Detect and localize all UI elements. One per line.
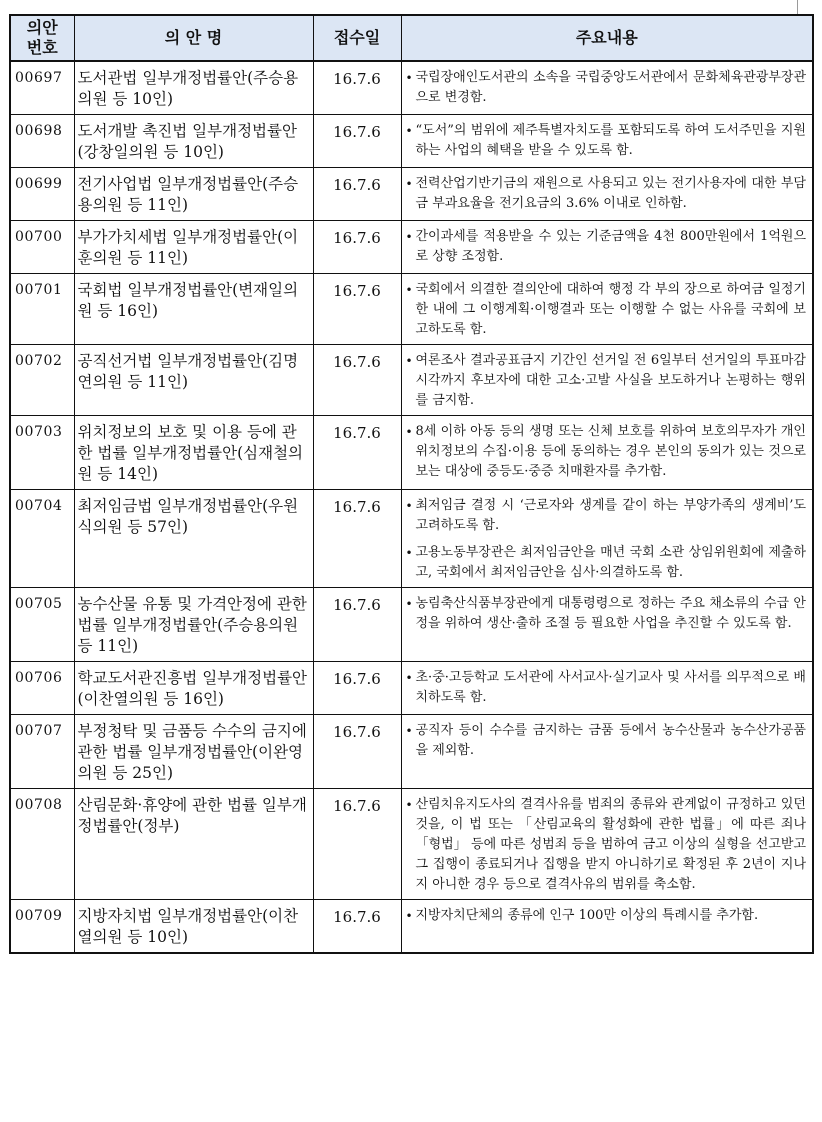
- content-text: 국회에서 의결한 결의안에 대하여 행정 각 부의 장으로 하여금 일정기한 내에 그 이행계획·이행결과 또는 이행할 수 없는 사유를 국회에 보고하도록 함.: [415, 282, 806, 337]
- main-content: [401, 345, 813, 416]
- main-content: [401, 168, 813, 221]
- bill-title: 공직선거법 일부개정법률안(김명연의원 등 11인): [74, 345, 313, 416]
- main-content: [401, 662, 813, 715]
- bill-number: 00697: [10, 61, 74, 115]
- bullet-mark: •: [405, 425, 413, 439]
- header-main-content: 주요내용: [401, 15, 813, 61]
- content-text: 최저임금 결정 시 ‘근로자와 생계를 같이 하는 부양가족의 생계비’도 고려하도록 함.: [415, 498, 806, 533]
- content-text: 산림치유지도사의 결격사유를 범죄의 종류와 관계없이 규정하고 있던 것을, 이 법 또는 「산림교육의 활성화에 관한 법률」에 따른 죄나 「형법」 등에 따른 성범죄 등을 범하여 금고 이상의 실형을 선고받고 그 집행이 종료되거나 집행을 받지 아니하기로 확정된 후 2년이 지나지 아니한 경우 등으로 결격사유의 범위를 축소함.: [415, 797, 806, 892]
- main-content: [401, 115, 813, 168]
- content-bullet: [406, 121, 807, 161]
- bullet-mark: •: [405, 71, 413, 85]
- content-bullet: [406, 280, 807, 340]
- bullet-mark: •: [405, 124, 413, 138]
- bill-title: 지방자치법 일부개정법률안(이찬열의원 등 10인): [74, 900, 313, 954]
- bullet-mark: •: [405, 499, 413, 513]
- content-bullet: [406, 496, 807, 536]
- received-date: 16.7.6: [313, 115, 401, 168]
- table-row: [10, 715, 813, 789]
- table-row: [10, 168, 813, 221]
- content-bullet: [406, 668, 807, 708]
- received-date: 16.7.6: [313, 789, 401, 900]
- bullet-mark: •: [405, 597, 413, 611]
- bullet-mark: •: [405, 724, 413, 738]
- table-body: [10, 61, 813, 953]
- bill-title: 도서개발 촉진법 일부개정법률안(강창일의원 등 10인): [74, 115, 313, 168]
- received-date: 16.7.6: [313, 416, 401, 490]
- received-date: 16.7.6: [313, 345, 401, 416]
- bill-title: 산림문화·휴양에 관한 법률 일부개정법률안(정부): [74, 789, 313, 900]
- bullet-mark: •: [405, 283, 413, 297]
- bullet-mark: •: [405, 177, 413, 191]
- content-text: 간이과세를 적용받을 수 있는 기준금액을 4천 800만원에서 1억원으로 상향 조정함.: [415, 229, 806, 264]
- bill-number: 00704: [10, 490, 74, 588]
- content-text: 8세 이하 아동 등의 생명 또는 신체 보호를 위하여 보호의무자가 개인위치정보의 수집·이용 등에 동의하는 경우 본인의 동의가 있는 것으로 보는 대상에 중등도·중증 치매환자를 추가함.: [415, 424, 806, 479]
- content-bullet: [406, 174, 807, 214]
- table-row: [10, 61, 813, 115]
- bill-title: 국회법 일부개정법률안(변재일의원 등 16인): [74, 274, 313, 345]
- content-bullet: [406, 594, 807, 634]
- header-bill-number-line1: 의안: [26, 18, 58, 37]
- received-date: 16.7.6: [313, 490, 401, 588]
- received-date: 16.7.6: [313, 274, 401, 345]
- main-content: [401, 715, 813, 789]
- bill-title: 농수산물 유통 및 가격안정에 관한 법률 일부개정법률안(주승용의원 등 11인): [74, 588, 313, 662]
- content-bullet: [406, 351, 807, 411]
- received-date: 16.7.6: [313, 900, 401, 954]
- table-row: [10, 345, 813, 416]
- main-content: [401, 274, 813, 345]
- main-content: [401, 900, 813, 954]
- page-edge-line: [797, 0, 798, 14]
- bill-number: 00701: [10, 274, 74, 345]
- bullet-mark: •: [405, 354, 413, 368]
- bullet-mark: •: [405, 546, 413, 560]
- bullet-mark: •: [405, 909, 413, 923]
- table-row: [10, 662, 813, 715]
- main-content: [401, 61, 813, 115]
- table-row: [10, 789, 813, 900]
- table-row: [10, 221, 813, 274]
- bill-title: 학교도서관진흥법 일부개정법률안(이찬열의원 등 16인): [74, 662, 313, 715]
- bill-number: 00700: [10, 221, 74, 274]
- content-bullet: [406, 68, 807, 108]
- received-date: 16.7.6: [313, 221, 401, 274]
- bullet-mark: •: [405, 230, 413, 244]
- main-content: [401, 490, 813, 588]
- bill-number: 00698: [10, 115, 74, 168]
- content-text: 전력산업기반기금의 재원으로 사용되고 있는 전기사용자에 대한 부담금 부과요율을 전기요금의 3.6% 이내로 인하함.: [415, 176, 806, 211]
- bullet-mark: •: [405, 671, 413, 685]
- content-bullet: [406, 721, 807, 761]
- content-bullet: [406, 795, 807, 895]
- main-content: [401, 588, 813, 662]
- received-date: 16.7.6: [313, 61, 401, 115]
- bill-number: 00699: [10, 168, 74, 221]
- bullet-mark: •: [405, 798, 413, 812]
- content-text: 국립장애인도서관의 소속을 국립중앙도서관에서 문화체육관광부장관으로 변경함.: [415, 70, 806, 105]
- content-bullet: [406, 227, 807, 267]
- header-bill-title: 의 안 명: [74, 15, 313, 61]
- bill-number: 00703: [10, 416, 74, 490]
- bill-number: 00705: [10, 588, 74, 662]
- content-text: 초·중·고등학교 도서관에 사서교사·실기교사 및 사서를 의무적으로 배치하도록 함.: [415, 670, 806, 705]
- content-text: 공직자 등이 수수를 금지하는 금품 등에서 농수산물과 농수산가공품을 제외함.: [415, 723, 806, 758]
- content-text: 농림축산식품부장관에게 대통령령으로 정하는 주요 채소류의 수급 안정을 위하여 생산·출하 조절 등 필요한 사업을 추진할 수 있도록 함.: [415, 596, 806, 631]
- received-date: 16.7.6: [313, 588, 401, 662]
- table-row: [10, 588, 813, 662]
- bill-title: 부가가치세법 일부개정법률안(이훈의원 등 11인): [74, 221, 313, 274]
- main-content: [401, 221, 813, 274]
- content-text: “도서”의 범위에 제주특별자치도를 포함되도록 하여 도서주민을 지원하는 사업의 혜택을 받을 수 있도록 함.: [415, 123, 806, 158]
- content-text: 고용노동부장관은 최저임금안을 매년 국회 소관 상임위원회에 제출하고, 국회에서 최저임금안을 심사·의결하도록 함.: [415, 545, 806, 580]
- table-row: [10, 900, 813, 954]
- table-row: [10, 274, 813, 345]
- bill-title: 부정청탁 및 금품등 수수의 금지에 관한 법률 일부개정법률안(이완영의원 등 25인): [74, 715, 313, 789]
- content-bullet: [406, 422, 807, 482]
- content-bullet: [406, 543, 807, 583]
- header-bill-number-line2: 번호: [26, 38, 58, 57]
- main-content: [401, 416, 813, 490]
- received-date: 16.7.6: [313, 715, 401, 789]
- bill-title: 전기사업법 일부개정법률안(주승용의원 등 11인): [74, 168, 313, 221]
- table-header-row: [10, 15, 813, 61]
- bill-title: 도서관법 일부개정법률안(주승용의원 등 10인): [74, 61, 313, 115]
- bill-number: 00707: [10, 715, 74, 789]
- bill-number: 00709: [10, 900, 74, 954]
- bill-number: 00706: [10, 662, 74, 715]
- bill-number: 00708: [10, 789, 74, 900]
- content-text: 여론조사 결과공표금지 기간인 선거일 전 6일부터 선거일의 투표마감시각까지 후보자에 대한 고소·고발 사실을 보도하거나 논평하는 행위를 금지함.: [415, 353, 806, 408]
- bill-number: 00702: [10, 345, 74, 416]
- bill-title: 위치정보의 보호 및 이용 등에 관한 법률 일부개정법률안(심재철의원 등 14인): [74, 416, 313, 490]
- bill-table: [9, 14, 814, 954]
- content-text: 지방자치단체의 종류에 인구 100만 이상의 특례시를 추가함.: [415, 908, 759, 923]
- main-content: [401, 789, 813, 900]
- table-row: [10, 490, 813, 588]
- received-date: 16.7.6: [313, 168, 401, 221]
- header-received-date: 접수일: [313, 15, 401, 61]
- table-row: [10, 416, 813, 490]
- received-date: 16.7.6: [313, 662, 401, 715]
- content-bullet: [406, 906, 807, 926]
- table-row: [10, 115, 813, 168]
- bill-title: 최저임금법 일부개정법률안(우원식의원 등 57인): [74, 490, 313, 588]
- header-bill-number: [10, 15, 74, 61]
